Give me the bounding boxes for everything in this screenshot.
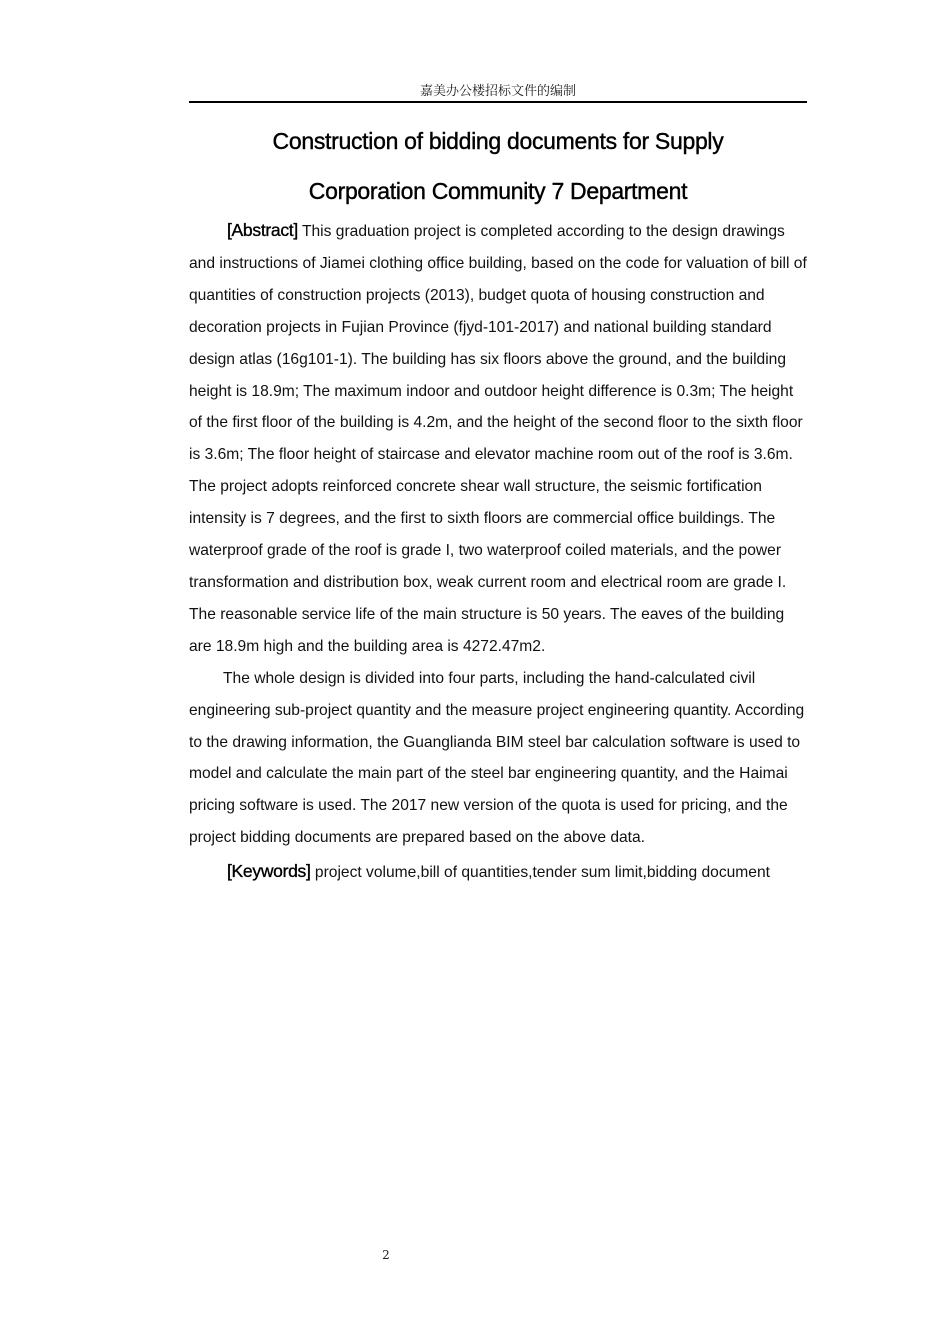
title-line-2: Corporation Community 7 Department: [308, 178, 688, 204]
abstract-paragraph-1: [189, 215, 807, 663]
abstract-section: [189, 215, 807, 889]
abstract-label: [Abstract]: [227, 220, 298, 240]
page-number: 2: [382, 1248, 390, 1262]
running-header: [189, 82, 807, 103]
keywords-text: project volume,bill of quantities,tender sum limit,bidding document: [314, 864, 770, 882]
keywords-label: [Keywords]: [227, 861, 311, 882]
abstract-paragraph-2-text: The whole design is divided into four parts, including the hand-calculated civil engineering sub-project quantity and the measure project engineering quantity. According to the drawing information, the Guanglianda BIM steel bar calculation software is used to model and calculate the main part of the steel bar engineering quantity, and the Haimai pricing software is used. The 2017 new version of the quota is used for pricing, and the project bidding documents are prepared based on the above data.: [189, 669, 805, 847]
abstract-paragraph-1-text: This graduation project is completed according to the design drawings and instructions of Jiamei clothing office building, based on the code for valuation of bill of quantities of construction projects (2013), budget quota of housing construction and decoration projects in Fujian Province (fjyd-101-2017) and national building standard design atlas (16g101-1). The building has six floors above the ground, and the building height is 18.9m; The maximum indoor and outdoor height difference is 0.3m; The height of the first floor of the building is 4.2m, and the height of the second floor to the sixth floor is 3.6m; The floor height of staircase and elevator machine room out of the roof is 3.6m. The project adopts reinforced concrete shear wall structure, the seismic fortification intensity is 7 degrees, and the first to sixth floors are commercial office buildings. The waterproof grade of the roof is grade I, two waterproof coiled materials, and the power transformation and distribution box, weak current room and electrical room are grade I. The reasonable service life of the main structure is 50 years. The eaves of the building are 18.9m high and the building area is 4272.47m2.: [189, 223, 807, 655]
abstract-paragraph-2: [189, 663, 807, 854]
running-header-text: 嘉美办公楼招标文件的编制: [419, 84, 576, 99]
document-title: [189, 116, 807, 216]
keywords-paragraph: [189, 856, 807, 889]
title-line-1: Construction of bidding documents for Supply: [272, 128, 724, 154]
